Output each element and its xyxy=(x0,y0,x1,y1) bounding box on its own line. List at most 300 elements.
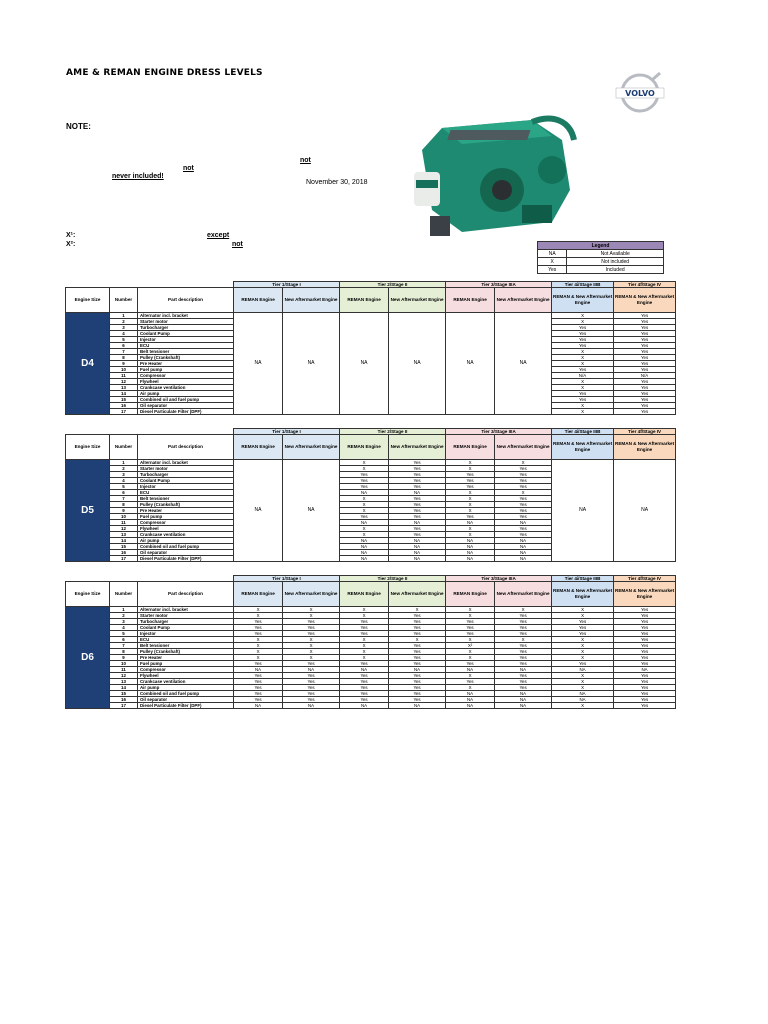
reman-header: REMAN Engine xyxy=(340,582,389,607)
aftermarket-header: New Aftermarket Engine xyxy=(283,582,340,607)
part-description: Diesel Particulate Filter (DPF) xyxy=(138,409,234,415)
part-description: Air pump xyxy=(138,685,234,691)
cell: Yes xyxy=(614,613,676,619)
engine-size-header: Engine Size xyxy=(66,582,110,607)
cell: X xyxy=(446,508,495,514)
cell: NA xyxy=(495,667,552,673)
cell: NA xyxy=(446,544,495,550)
aftermarket-header: New Aftermarket Engine xyxy=(283,288,340,313)
part-description: Fuel pump xyxy=(138,367,234,373)
cell-na: NA xyxy=(389,313,446,415)
cell: Yes xyxy=(234,619,283,625)
cell: NA xyxy=(495,556,552,562)
cell: X xyxy=(234,607,283,613)
part-description: Starter motor xyxy=(138,466,234,472)
cell: X xyxy=(340,637,389,643)
cell: Yes xyxy=(389,526,446,532)
part-number: 3 xyxy=(110,325,138,331)
cell: Yes xyxy=(552,397,614,403)
part-description: Injector xyxy=(138,484,234,490)
part-number: 14 xyxy=(110,538,138,544)
cell-na: NA xyxy=(552,460,614,562)
combined-header: REMAN & New Aftermarket Engine xyxy=(552,288,614,313)
logo-text: VOLVO xyxy=(625,89,655,98)
cell: X xyxy=(552,607,614,613)
cell: Yes xyxy=(614,631,676,637)
cell: Yes xyxy=(389,673,446,679)
cell: X xyxy=(234,643,283,649)
part-number: 13 xyxy=(110,679,138,685)
footnote-x2: X²: xyxy=(66,241,76,248)
tier-header: Tier 2/Stage II xyxy=(340,576,446,582)
part-number: 8 xyxy=(110,649,138,655)
footnote-except: except xyxy=(207,232,230,239)
cell: X xyxy=(340,613,389,619)
tier-header: Tier 1/Stage I xyxy=(234,576,340,582)
cell: Yes xyxy=(340,661,389,667)
cell: Yes xyxy=(495,655,552,661)
cell: Yes xyxy=(552,337,614,343)
cell: Yes xyxy=(234,631,283,637)
cell: Yes xyxy=(614,661,676,667)
part-number: 10 xyxy=(110,367,138,373)
cell: NA xyxy=(340,520,389,526)
cell: Yes xyxy=(234,679,283,685)
cell: Yes xyxy=(614,691,676,697)
cell: Yes xyxy=(614,643,676,649)
part-number: 7 xyxy=(110,349,138,355)
cell: NA xyxy=(446,703,495,709)
cell: Yes xyxy=(552,661,614,667)
tier-header: Tier 1/Stage I xyxy=(234,429,340,435)
part-number: 16 xyxy=(110,403,138,409)
part-description: Pulley (Crankshaft) xyxy=(138,355,234,361)
cell: X xyxy=(446,607,495,613)
cell: Yes xyxy=(552,391,614,397)
cell: Yes xyxy=(389,466,446,472)
aftermarket-header: New Aftermarket Engine xyxy=(389,435,446,460)
cell: X xyxy=(446,649,495,655)
part-number: 12 xyxy=(110,526,138,532)
cell: Yes xyxy=(283,625,340,631)
cell: Yes xyxy=(495,526,552,532)
cell: X xyxy=(446,460,495,466)
cell-na: NA xyxy=(234,313,283,415)
part-description: Pre Heater xyxy=(138,361,234,367)
part-number: 15 xyxy=(110,397,138,403)
cell: Yes xyxy=(340,484,389,490)
cell: X xyxy=(446,655,495,661)
cell: NA xyxy=(446,691,495,697)
document-date: November 30, 2018 xyxy=(306,179,368,186)
part-description: Alternator incl. bracket xyxy=(138,460,234,466)
cell: Yes xyxy=(234,697,283,703)
combined-header: REMAN & New Aftermarket Engine xyxy=(614,288,676,313)
cell: Yes xyxy=(614,331,676,337)
tier-header: Tier 3/Stage IIIA xyxy=(446,429,552,435)
part-number: 10 xyxy=(110,661,138,667)
part-description: Flywheel xyxy=(138,526,234,532)
cell: X xyxy=(340,496,389,502)
cell: NA xyxy=(340,544,389,550)
part-description: Flywheel xyxy=(138,673,234,679)
cell: Yes xyxy=(389,631,446,637)
cell: Yes xyxy=(552,367,614,373)
cell: Yes xyxy=(389,691,446,697)
cell: Yes xyxy=(340,472,389,478)
legend-key: Yes xyxy=(538,266,567,274)
tier-header: Tier 2/Stage II xyxy=(340,282,446,288)
note-label: NOTE: xyxy=(66,122,91,131)
cell: Yes xyxy=(495,631,552,637)
cell: N/A xyxy=(552,373,614,379)
cell: X xyxy=(552,703,614,709)
part-number: 1 xyxy=(110,460,138,466)
part-number: 12 xyxy=(110,379,138,385)
cell: X xyxy=(340,643,389,649)
cell: NA xyxy=(389,667,446,673)
table-row xyxy=(66,703,676,709)
cell: Yes xyxy=(283,685,340,691)
reman-header: REMAN Engine xyxy=(234,435,283,460)
part-description: Crankcase ventilation xyxy=(138,679,234,685)
cell: N/A xyxy=(614,373,676,379)
cell: NA xyxy=(446,556,495,562)
part-description: ECU xyxy=(138,637,234,643)
engine-size-label: D6 xyxy=(66,607,110,709)
cell: Yes xyxy=(283,691,340,697)
cell: X xyxy=(389,607,446,613)
cell: Yes xyxy=(389,478,446,484)
cell: Yes xyxy=(614,355,676,361)
part-number: 15 xyxy=(110,691,138,697)
cell-na: NA xyxy=(234,460,283,562)
tier-header: Tier 4i/Stage IIIB xyxy=(552,576,614,582)
reman-header: REMAN Engine xyxy=(446,435,495,460)
engine-size-label: D5 xyxy=(66,460,110,562)
cell: Yes xyxy=(495,649,552,655)
part-number: 9 xyxy=(110,508,138,514)
part-description: Compressor xyxy=(138,373,234,379)
cell: Yes xyxy=(389,655,446,661)
cell: Yes xyxy=(389,502,446,508)
note-never-included: never included! xyxy=(112,173,164,180)
part-description: Diesel Particulate Filter (DPF) xyxy=(138,556,234,562)
cell: Yes xyxy=(340,631,389,637)
part-description: Fuel pump xyxy=(138,661,234,667)
cell: X xyxy=(552,655,614,661)
part-description: Combined oil and fuel pump xyxy=(138,397,234,403)
cell: X xyxy=(446,502,495,508)
part-description: Turbocharger xyxy=(138,619,234,625)
cell: X xyxy=(552,679,614,685)
tier-header: Tier 4f/Stage IV xyxy=(614,282,676,288)
cell: X xyxy=(495,490,552,496)
cell: X xyxy=(340,526,389,532)
cell: Yes xyxy=(340,679,389,685)
cell: NA xyxy=(446,667,495,673)
cell: X xyxy=(552,361,614,367)
cell: X xyxy=(552,319,614,325)
cell-na: NA xyxy=(340,313,389,415)
cell: NA xyxy=(495,538,552,544)
cell: Yes xyxy=(389,697,446,703)
part-description: Starter motor xyxy=(138,319,234,325)
cell: X xyxy=(446,532,495,538)
cell: Yes xyxy=(495,514,552,520)
part-number: 3 xyxy=(110,472,138,478)
part-number: 9 xyxy=(110,361,138,367)
part-description: Turbocharger xyxy=(138,325,234,331)
cell: Yes xyxy=(389,619,446,625)
cell: Yes xyxy=(446,661,495,667)
cell: NA xyxy=(495,703,552,709)
part-description: Coolant Pump xyxy=(138,478,234,484)
tier-header: Tier 4i/Stage IIIB xyxy=(552,429,614,435)
cell: NA xyxy=(283,703,340,709)
part-description: Fuel pump xyxy=(138,514,234,520)
cell-na: NA xyxy=(614,460,676,562)
cell: Yes xyxy=(283,619,340,625)
cell: X xyxy=(446,490,495,496)
cell: Yes xyxy=(389,484,446,490)
cell: Yes xyxy=(614,649,676,655)
cell: X xyxy=(234,613,283,619)
volvo-logo xyxy=(612,70,668,116)
part-description: Injector xyxy=(138,337,234,343)
part-number: 2 xyxy=(110,613,138,619)
number-header: Number xyxy=(110,288,138,313)
reman-header: REMAN Engine xyxy=(234,288,283,313)
cell: Yes xyxy=(552,343,614,349)
part-number: 11 xyxy=(110,667,138,673)
cell: NA xyxy=(552,691,614,697)
cell: X xyxy=(552,313,614,319)
cell: Yes xyxy=(552,631,614,637)
part-number: 5 xyxy=(110,337,138,343)
tier-header: Tier 3/Stage IIIA xyxy=(446,282,552,288)
cell: NA xyxy=(495,520,552,526)
part-description: Oil separator xyxy=(138,697,234,703)
cell: Yes xyxy=(283,679,340,685)
cell: Yes xyxy=(389,625,446,631)
cell: Yes xyxy=(389,643,446,649)
part-number: 17 xyxy=(110,556,138,562)
cell: NA xyxy=(340,490,389,496)
cell: NA xyxy=(495,550,552,556)
cell: Yes xyxy=(495,508,552,514)
cell: X xyxy=(552,637,614,643)
cell: NA xyxy=(389,550,446,556)
cell: Yes xyxy=(552,325,614,331)
cell: Yes xyxy=(340,478,389,484)
cell: X xyxy=(552,409,614,415)
tier-header: Tier 4f/Stage IV xyxy=(614,576,676,582)
cell: Yes xyxy=(614,607,676,613)
cell: Yes xyxy=(389,649,446,655)
cell: Yes xyxy=(340,697,389,703)
cell: NA xyxy=(234,667,283,673)
part-description: Crankcase ventilation xyxy=(138,532,234,538)
tier-header: Tier 2/Stage II xyxy=(340,429,446,435)
part-description: ECU xyxy=(138,490,234,496)
aftermarket-header: New Aftermarket Engine xyxy=(283,435,340,460)
cell: X xyxy=(552,403,614,409)
part-description: Belt tensioner xyxy=(138,643,234,649)
part-number: 8 xyxy=(110,355,138,361)
cell: Yes xyxy=(446,478,495,484)
part-description: Injector xyxy=(138,631,234,637)
cell: X xyxy=(283,607,340,613)
cell: Yes xyxy=(446,514,495,520)
cell: X xyxy=(495,607,552,613)
cell: Yes xyxy=(495,472,552,478)
cell: X xyxy=(283,649,340,655)
cell: NA xyxy=(340,667,389,673)
cell: Yes xyxy=(614,703,676,709)
part-description: Coolant Pump xyxy=(138,625,234,631)
cell: X xyxy=(234,637,283,643)
cell: Yes xyxy=(614,361,676,367)
cell: Yes xyxy=(389,661,446,667)
part-description: ECU xyxy=(138,343,234,349)
cell: Yes xyxy=(389,613,446,619)
cell: X xyxy=(495,637,552,643)
cell: X xyxy=(340,466,389,472)
legend-value: Included xyxy=(567,266,664,274)
part-description: Compressor xyxy=(138,520,234,526)
part-number: 6 xyxy=(110,343,138,349)
cell: X xyxy=(552,673,614,679)
cell: Yes xyxy=(283,697,340,703)
cell: Yes xyxy=(614,619,676,625)
part-number: 14 xyxy=(110,685,138,691)
part-number: 11 xyxy=(110,373,138,379)
cell: Yes xyxy=(446,619,495,625)
cell: NA xyxy=(446,697,495,703)
part-number: 10 xyxy=(110,514,138,520)
cell: Yes xyxy=(614,319,676,325)
part-number: 7 xyxy=(110,643,138,649)
cell: Yes xyxy=(614,385,676,391)
d6-table xyxy=(65,575,676,709)
part-description: Pulley (Crankshaft) xyxy=(138,649,234,655)
aftermarket-header: New Aftermarket Engine xyxy=(495,582,552,607)
cell: Yes xyxy=(446,679,495,685)
cell: X xyxy=(552,349,614,355)
cell: NA xyxy=(389,703,446,709)
cell: X xyxy=(340,460,389,466)
cell: X xyxy=(446,496,495,502)
cell: X xyxy=(446,466,495,472)
cell: X xyxy=(552,613,614,619)
cell: X xyxy=(552,685,614,691)
part-description: Alternator incl. bracket xyxy=(138,607,234,613)
cell: Yes xyxy=(283,631,340,637)
cell: Yes xyxy=(495,619,552,625)
part-description: Diesel Particulate Filter (DPF) xyxy=(138,703,234,709)
cell: Yes xyxy=(234,625,283,631)
cell: Yes xyxy=(614,343,676,349)
cell: NA xyxy=(283,667,340,673)
part-number: 13 xyxy=(110,532,138,538)
cell: NA xyxy=(446,538,495,544)
cell: NA xyxy=(446,550,495,556)
cell: X xyxy=(340,532,389,538)
cell: Yes xyxy=(614,337,676,343)
cell: X xyxy=(340,655,389,661)
cell-na: NA xyxy=(283,313,340,415)
cell: NA xyxy=(340,703,389,709)
part-number: 1 xyxy=(110,313,138,319)
legend-key: NA xyxy=(538,250,567,258)
part-description: Starter motor xyxy=(138,613,234,619)
part-number: 4 xyxy=(110,331,138,337)
cell: Yes xyxy=(389,514,446,520)
cell: Yes xyxy=(340,625,389,631)
cell: Yes xyxy=(614,313,676,319)
cell: Yes xyxy=(614,397,676,403)
cell: Yes xyxy=(614,367,676,373)
cell: Yes xyxy=(234,691,283,697)
cell: Yes xyxy=(446,631,495,637)
engine-size-label: D4 xyxy=(66,313,110,415)
number-header: Number xyxy=(110,435,138,460)
cell: NA xyxy=(340,538,389,544)
part-number: 13 xyxy=(110,385,138,391)
cell: X xyxy=(340,502,389,508)
cell: Yes xyxy=(234,661,283,667)
part-description: Coolant Pump xyxy=(138,331,234,337)
cell: X xyxy=(389,637,446,643)
footnote-x1: X¹: xyxy=(66,232,76,239)
part-description: Alternator incl. bracket xyxy=(138,313,234,319)
cell: Yes xyxy=(495,679,552,685)
part-number: 16 xyxy=(110,550,138,556)
part-number: 12 xyxy=(110,673,138,679)
cell: NA xyxy=(389,556,446,562)
part-number: 15 xyxy=(110,544,138,550)
cell: X xyxy=(446,673,495,679)
cell: Yes xyxy=(234,673,283,679)
part-description-header: Part description xyxy=(138,288,234,313)
cell: Yes xyxy=(495,466,552,472)
part-description: Turbocharger xyxy=(138,472,234,478)
cell: X xyxy=(340,607,389,613)
part-number: 17 xyxy=(110,409,138,415)
cell: Yes xyxy=(552,625,614,631)
tier-header: Tier 4i/Stage IIIB xyxy=(552,282,614,288)
part-number: 1 xyxy=(110,607,138,613)
cell: Yes xyxy=(495,613,552,619)
footnote-not: not xyxy=(232,241,243,248)
part-description: Air pump xyxy=(138,538,234,544)
cell: Yes xyxy=(340,685,389,691)
cell: NA xyxy=(495,691,552,697)
cell: X xyxy=(283,643,340,649)
cell: X² xyxy=(446,643,495,649)
cell: Yes xyxy=(495,685,552,691)
cell: NA xyxy=(495,544,552,550)
cell: Yes xyxy=(340,514,389,520)
part-number: 11 xyxy=(110,520,138,526)
cell: X xyxy=(446,526,495,532)
cell: Yes xyxy=(495,484,552,490)
note-not-2: not xyxy=(183,165,194,172)
part-number: 4 xyxy=(110,478,138,484)
part-description: Combined oil and fuel pump xyxy=(138,544,234,550)
cell: Yes xyxy=(614,625,676,631)
